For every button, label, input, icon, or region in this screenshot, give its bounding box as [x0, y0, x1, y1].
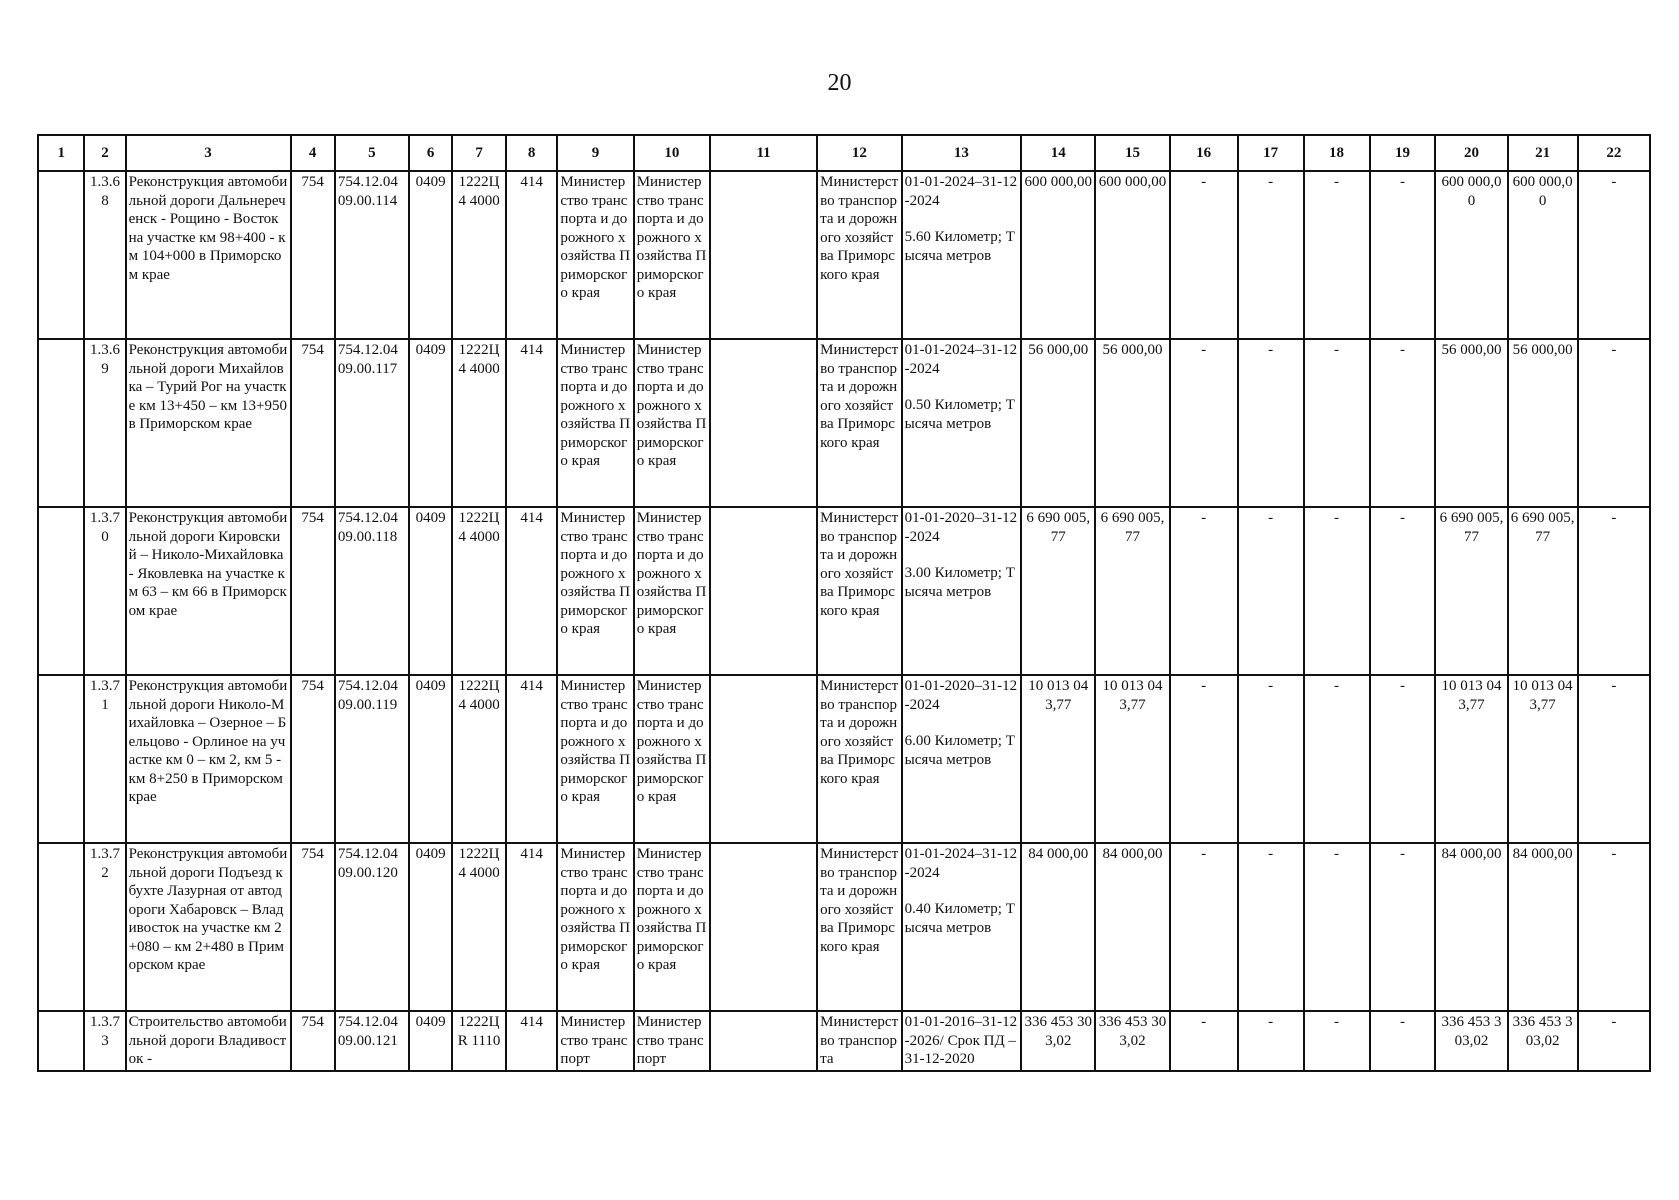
object-name: Реконструкция автомобильной дороги Николо-Михайловка – Озерное – Бельцово - Орлиное на участке км 0 – км 2, км 5 - км 8+250 в Приморском крае	[126, 675, 291, 843]
column-header: 10	[634, 135, 710, 171]
dash-cell: -	[1370, 675, 1436, 843]
budget-code: 754	[291, 507, 335, 675]
column-header: 22	[1578, 135, 1650, 171]
column-header: 7	[452, 135, 506, 171]
dash-cell: -	[1304, 507, 1370, 675]
table-row	[38, 675, 1650, 843]
row-number	[38, 339, 84, 507]
developer: Министерство транспорта и дорожного хозяйства Приморского края	[634, 507, 710, 675]
column-header: 3	[126, 135, 291, 171]
term-capacity	[902, 171, 1022, 339]
responsible-body: Министерство транспорта и дорожного хозяйства Приморского края	[817, 675, 902, 843]
section-code: 0409	[409, 507, 452, 675]
expense-type: 414	[506, 171, 558, 339]
developer: Министерство транспорта и дорожного хозяйства Приморского края	[634, 339, 710, 507]
column-header: 18	[1304, 135, 1370, 171]
item-code: 1.3.72	[84, 843, 125, 1011]
target-article: 1222Ц4 4000	[452, 507, 506, 675]
amount-cell: 56 000,00	[1021, 339, 1095, 507]
expense-type: 414	[506, 507, 558, 675]
row-number	[38, 843, 84, 1011]
object-name: Реконструкция автомобильной дороги Михайловка – Турий Рог на участке км 13+450 – км 13+950 в Приморском крае	[126, 339, 291, 507]
budget-code: 754	[291, 843, 335, 1011]
amount-cell: 336 453 303,02	[1508, 1011, 1578, 1071]
target-article: 1222Ц4 4000	[452, 675, 506, 843]
cell-empty	[710, 1011, 817, 1071]
dash-cell: -	[1304, 339, 1370, 507]
target-article: 1222Ц4 4000	[452, 339, 506, 507]
term-capacity	[902, 843, 1022, 1011]
dash-cell: -	[1370, 843, 1436, 1011]
dash-cell: -	[1238, 843, 1304, 1011]
dash-cell: -	[1170, 675, 1238, 843]
dash-cell: -	[1238, 171, 1304, 339]
section-code: 0409	[409, 171, 452, 339]
expense-type: 414	[506, 339, 558, 507]
amount-cell: 6 690 005,77	[1021, 507, 1095, 675]
object-name: Реконструкция автомобильной дороги Дальнереченск - Рощино - Восток на участке км 98+400 - км 104+000 в Приморском крае	[126, 171, 291, 339]
column-header: 20	[1435, 135, 1507, 171]
program-table	[37, 134, 1651, 1072]
column-header: 15	[1095, 135, 1169, 171]
dash-cell: -	[1170, 339, 1238, 507]
capacity: 0.40 Километр; Тысяча метров	[904, 901, 1015, 936]
item-code: 1.3.68	[84, 171, 125, 339]
target-article: 1222ЦR 1110	[452, 1011, 506, 1071]
amount-cell: 84 000,00	[1095, 843, 1169, 1011]
table-row	[38, 171, 1650, 339]
amount-cell: 6 690 005,77	[1095, 507, 1169, 675]
developer: Министерство транспорт	[634, 1011, 710, 1071]
cell-empty	[710, 675, 817, 843]
section-code: 0409	[409, 339, 452, 507]
dash-cell: -	[1304, 843, 1370, 1011]
column-header: 2	[84, 135, 125, 171]
developer: Министерство транспорта и дорожного хозяйства Приморского края	[634, 843, 710, 1011]
capacity: 5.60 Километр; Тысяча метров	[904, 229, 1015, 264]
dash-cell: -	[1370, 1011, 1436, 1071]
amount-cell: 10 013 043,77	[1021, 675, 1095, 843]
row-number	[38, 675, 84, 843]
header-row	[38, 135, 1650, 171]
budget-code: 754	[291, 339, 335, 507]
expense-type: 414	[506, 843, 558, 1011]
customer: Министерство транспорт	[557, 1011, 633, 1071]
dash-cell: -	[1578, 675, 1650, 843]
dash-cell: -	[1304, 675, 1370, 843]
cell-empty	[710, 843, 817, 1011]
term-capacity	[902, 339, 1022, 507]
dash-cell: -	[1578, 507, 1650, 675]
dash-cell: -	[1238, 1011, 1304, 1071]
term-period: 01-01-2020–31-12-2024	[904, 678, 1018, 713]
term-period: 01-01-2020–31-12-2024	[904, 510, 1018, 545]
customer: Министерство транспорта и дорожного хозяйства Приморского края	[557, 675, 633, 843]
item-code: 1.3.69	[84, 339, 125, 507]
dash-cell: -	[1238, 339, 1304, 507]
column-header: 14	[1021, 135, 1095, 171]
column-header: 17	[1238, 135, 1304, 171]
cell-empty	[710, 507, 817, 675]
dash-cell: -	[1170, 843, 1238, 1011]
section-code: 0409	[409, 1011, 452, 1071]
dash-cell: -	[1578, 339, 1650, 507]
amount-cell: 336 453 303,02	[1095, 1011, 1169, 1071]
developer: Министерство транспорта и дорожного хозяйства Приморского края	[634, 171, 710, 339]
term-period: 01-01-2024–31-12-2024	[904, 174, 1018, 209]
amount-cell: 10 013 043,77	[1508, 675, 1578, 843]
dash-cell: -	[1238, 507, 1304, 675]
row-number	[38, 507, 84, 675]
amount-cell: 6 690 005,77	[1435, 507, 1507, 675]
responsible-body: Министерство транспорта	[817, 1011, 902, 1071]
amount-cell: 600 000,00	[1095, 171, 1169, 339]
dash-cell: -	[1578, 843, 1650, 1011]
dash-cell: -	[1578, 171, 1650, 339]
amount-cell: 84 000,00	[1435, 843, 1507, 1011]
capacity: 3.00 Километр; Тысяча метров	[904, 565, 1015, 600]
section-code: 0409	[409, 843, 452, 1011]
customer: Министерство транспорта и дорожного хозяйства Приморского края	[557, 843, 633, 1011]
object-id: 754.12.04 09.00.121	[335, 1011, 409, 1071]
amount-cell: 56 000,00	[1508, 339, 1578, 507]
amount-cell: 10 013 043,77	[1435, 675, 1507, 843]
object-id: 754.12.04 09.00.117	[335, 339, 409, 507]
developer: Министерство транспорта и дорожного хозяйства Приморского края	[634, 675, 710, 843]
amount-cell: 336 453 303,02	[1435, 1011, 1507, 1071]
table-row	[38, 1011, 1650, 1071]
object-id: 754.12.04 09.00.119	[335, 675, 409, 843]
table-row	[38, 843, 1650, 1011]
column-header: 16	[1170, 135, 1238, 171]
dash-cell: -	[1304, 1011, 1370, 1071]
page-number: 20	[827, 70, 852, 96]
amount-cell: 56 000,00	[1095, 339, 1169, 507]
amount-cell: 84 000,00	[1508, 843, 1578, 1011]
object-id: 754.12.04 09.00.120	[335, 843, 409, 1011]
column-header: 12	[817, 135, 902, 171]
amount-cell: 10 013 043,77	[1095, 675, 1169, 843]
column-header: 5	[335, 135, 409, 171]
customer: Министерство транспорта и дорожного хозяйства Приморского края	[557, 507, 633, 675]
budget-code: 754	[291, 675, 335, 843]
budget-code: 754	[291, 1011, 335, 1071]
dash-cell: -	[1578, 1011, 1650, 1071]
dash-cell: -	[1370, 171, 1436, 339]
dash-cell: -	[1370, 507, 1436, 675]
column-header: 6	[409, 135, 452, 171]
budget-code: 754	[291, 171, 335, 339]
term-capacity	[902, 1011, 1022, 1071]
object-name: Реконструкция автомобильной дороги Подъезд к бухте Лазурная от автодороги Хабаровск – Владивосток на участке км 2+080 – км 2+480 в Приморском крае	[126, 843, 291, 1011]
column-header: 11	[710, 135, 817, 171]
row-number	[38, 171, 84, 339]
amount-cell: 6 690 005,77	[1508, 507, 1578, 675]
object-id: 754.12.04 09.00.118	[335, 507, 409, 675]
amount-cell: 600 000,00	[1021, 171, 1095, 339]
column-header: 4	[291, 135, 335, 171]
column-header: 9	[557, 135, 633, 171]
dash-cell: -	[1170, 507, 1238, 675]
column-header: 21	[1508, 135, 1578, 171]
column-header: 8	[506, 135, 558, 171]
object-name: Реконструкция автомобильной дороги Кировский – Николо-Михайловка - Яковлевка на участке км 63 – км 66 в Приморском крае	[126, 507, 291, 675]
column-header: 19	[1370, 135, 1436, 171]
term-capacity	[902, 507, 1022, 675]
amount-cell: 336 453 303,02	[1021, 1011, 1095, 1071]
expense-type: 414	[506, 675, 558, 843]
amount-cell: 84 000,00	[1021, 843, 1095, 1011]
target-article: 1222Ц4 4000	[452, 843, 506, 1011]
amount-cell: 600 000,00	[1435, 171, 1507, 339]
term-period: 01-01-2024–31-12-2024	[904, 846, 1018, 881]
dash-cell: -	[1304, 171, 1370, 339]
term-period: 01-01-2024–31-12-2024	[904, 342, 1018, 377]
object-id: 754.12.04 09.00.114	[335, 171, 409, 339]
item-code: 1.3.71	[84, 675, 125, 843]
responsible-body: Министерство транспорта и дорожного хозяйства Приморского края	[817, 171, 902, 339]
customer: Министерство транспорта и дорожного хозяйства Приморского края	[557, 171, 633, 339]
customer: Министерство транспорта и дорожного хозяйства Приморского края	[557, 339, 633, 507]
section-code: 0409	[409, 675, 452, 843]
dash-cell: -	[1170, 1011, 1238, 1071]
capacity: 6.00 Километр; Тысяча метров	[904, 733, 1015, 768]
term-period: 01-01-2016–31-12-2026/ Срок ПД – 31-12-2020	[904, 1014, 1018, 1067]
table-row	[38, 339, 1650, 507]
term-capacity	[902, 675, 1022, 843]
cell-empty	[710, 339, 817, 507]
item-code: 1.3.70	[84, 507, 125, 675]
dash-cell: -	[1370, 339, 1436, 507]
responsible-body: Министерство транспорта и дорожного хозяйства Приморского края	[817, 843, 902, 1011]
dash-cell: -	[1238, 675, 1304, 843]
capacity: 0.50 Километр; Тысяча метров	[904, 397, 1015, 432]
column-header: 13	[902, 135, 1022, 171]
responsible-body: Министерство транспорта и дорожного хозяйства Приморского края	[817, 339, 902, 507]
expense-type: 414	[506, 1011, 558, 1071]
responsible-body: Министерство транспорта и дорожного хозяйства Приморского края	[817, 507, 902, 675]
column-header: 1	[38, 135, 84, 171]
dash-cell: -	[1170, 171, 1238, 339]
table-row	[38, 507, 1650, 675]
object-name: Строительство автомобильной дороги Владивосток -	[126, 1011, 291, 1071]
target-article: 1222Ц4 4000	[452, 171, 506, 339]
amount-cell: 56 000,00	[1435, 339, 1507, 507]
row-number	[38, 1011, 84, 1071]
cell-empty	[710, 171, 817, 339]
item-code: 1.3.73	[84, 1011, 125, 1071]
amount-cell: 600 000,00	[1508, 171, 1578, 339]
